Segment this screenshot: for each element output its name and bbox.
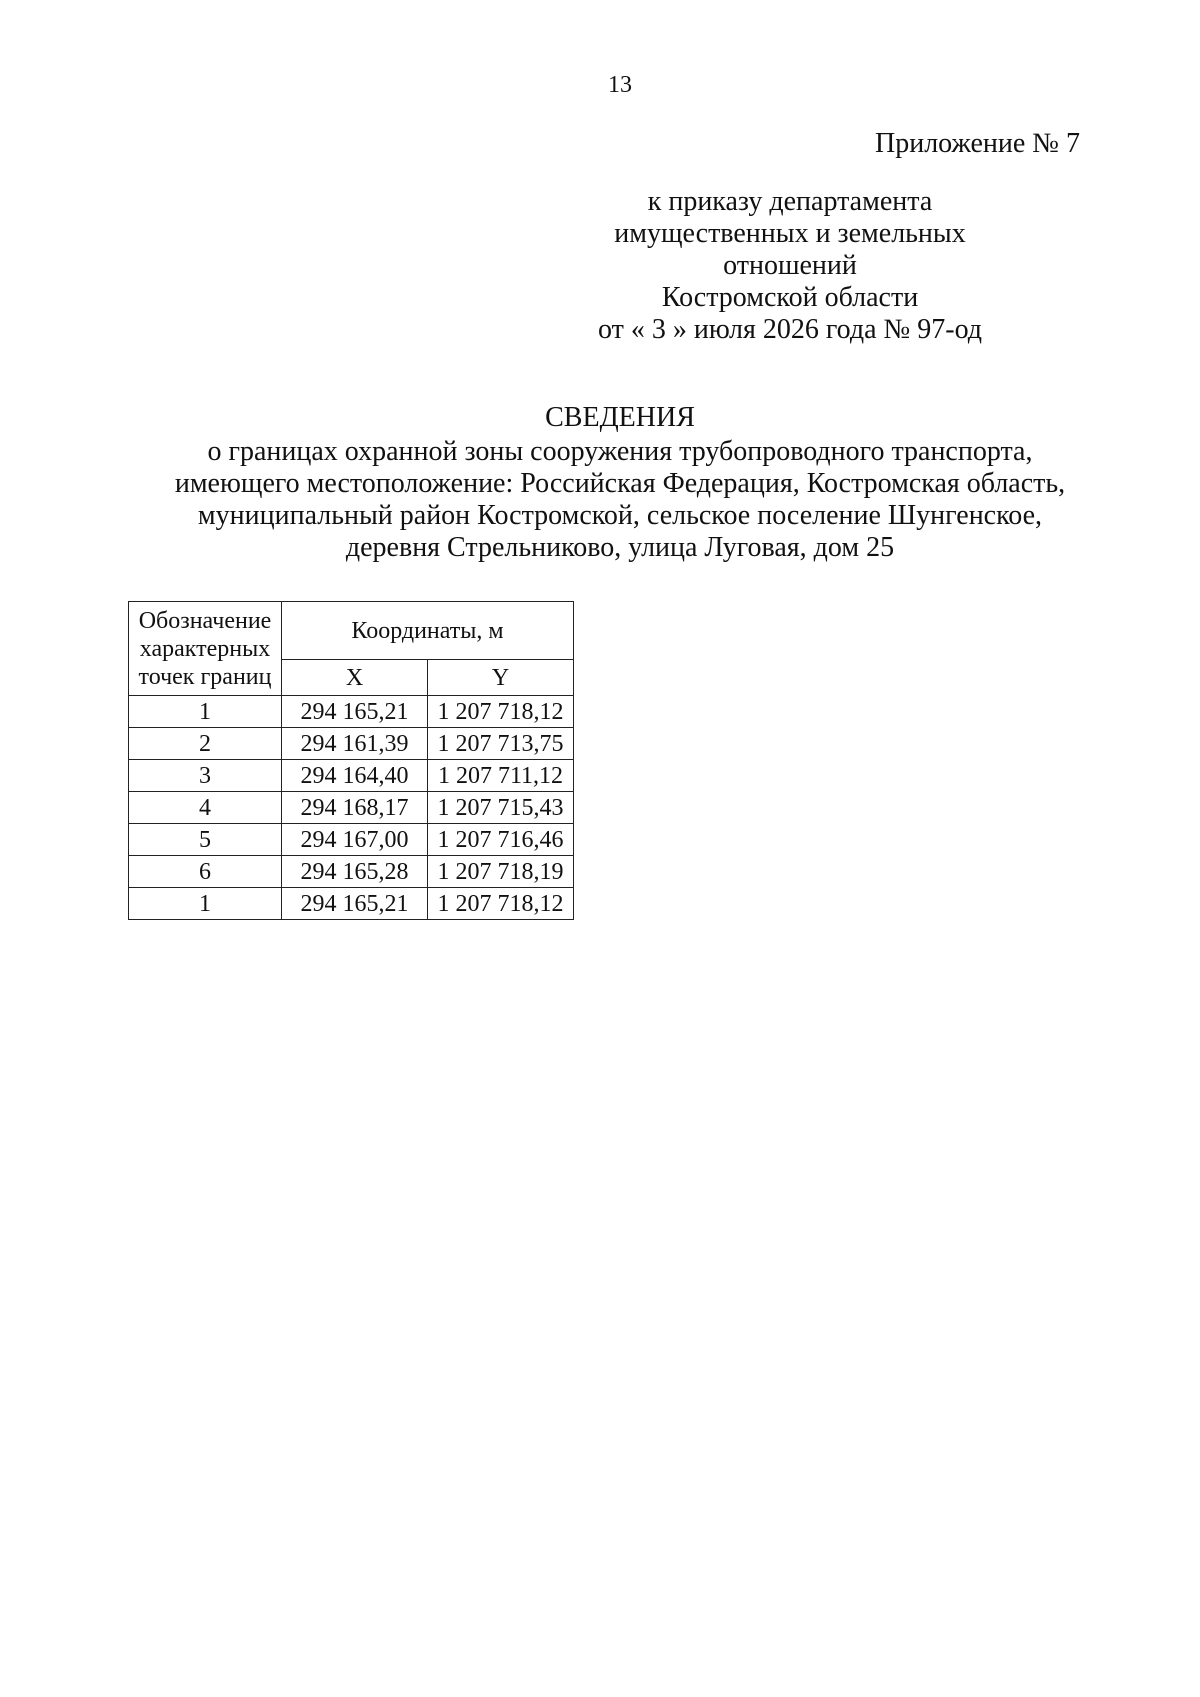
table-row <box>129 888 574 920</box>
point-cell: 6 <box>129 856 282 888</box>
order-reference <box>590 186 990 346</box>
subheading-line: о границах охранной зоны сооружения трубопроводного транспорта, <box>207 436 1033 467</box>
point-cell: 1 <box>129 888 282 920</box>
x-cell: 294 164,40 <box>282 760 428 792</box>
y-header: Y <box>428 660 574 696</box>
point-cell: 1 <box>129 696 282 728</box>
point-cell: 5 <box>129 824 282 856</box>
y-cell: 1 207 716,46 <box>428 824 574 856</box>
x-cell: 294 165,21 <box>282 696 428 728</box>
table-row <box>129 760 574 792</box>
y-cell: 1 207 718,12 <box>428 696 574 728</box>
subheading-line: деревня Стрельниково, улица Луговая, дом 25 <box>345 532 895 563</box>
point-cell: 2 <box>129 728 282 760</box>
table-row <box>129 856 574 888</box>
x-cell: 294 161,39 <box>282 728 428 760</box>
x-cell: 294 165,21 <box>282 888 428 920</box>
y-cell: 1 207 711,12 <box>428 760 574 792</box>
document-subheading <box>0 436 1200 564</box>
appendix-title: Приложение № 7 <box>875 128 1080 159</box>
point-designation-header: Обозначение характерных точек границ <box>129 602 282 696</box>
table-row <box>129 792 574 824</box>
x-header: X <box>282 660 428 696</box>
coordinates-table <box>128 601 574 920</box>
table-row <box>129 824 574 856</box>
order-reference-line: имущественных и земельных <box>614 218 966 249</box>
table-row <box>129 728 574 760</box>
order-reference-line: Костромской области <box>661 282 919 313</box>
subheading-line: имеющего местоположение: Российская Федерация, Костромская область, <box>174 468 1066 499</box>
point-cell: 3 <box>129 760 282 792</box>
y-cell: 1 207 713,75 <box>428 728 574 760</box>
point-cell: 4 <box>129 792 282 824</box>
y-cell: 1 207 715,43 <box>428 792 574 824</box>
y-cell: 1 207 718,19 <box>428 856 574 888</box>
order-reference-line: от « 3 » июля 2026 года № 97-од <box>597 314 983 345</box>
x-cell: 294 165,28 <box>282 856 428 888</box>
y-cell: 1 207 718,12 <box>428 888 574 920</box>
table-row <box>129 696 574 728</box>
document-heading: СВЕДЕНИЯ <box>545 402 695 433</box>
coordinates-header: Координаты, м <box>282 602 574 660</box>
page-number: 13 <box>608 72 632 98</box>
order-reference-line: отношений <box>723 250 857 281</box>
subheading-line: муниципальный район Костромской, сельское поселение Шунгенское, <box>197 500 1043 531</box>
order-reference-line: к приказу департамента <box>647 186 933 217</box>
x-cell: 294 167,00 <box>282 824 428 856</box>
x-cell: 294 168,17 <box>282 792 428 824</box>
